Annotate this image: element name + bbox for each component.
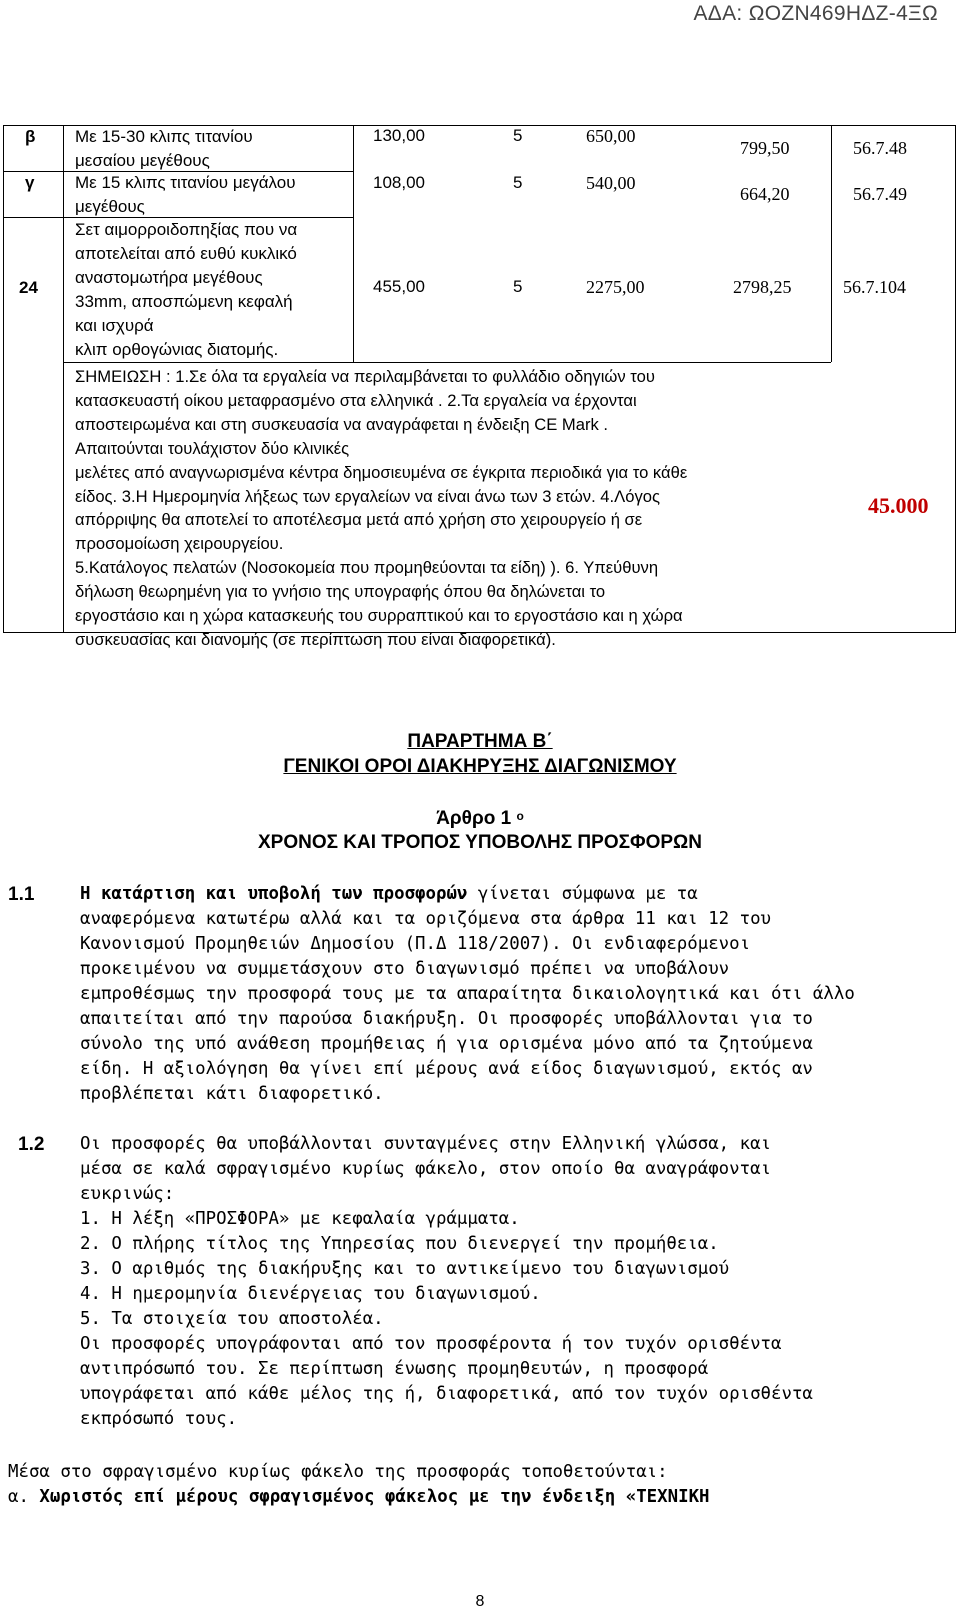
section-line: προβλέπεται κάτι διαφορετικό. — [80, 1084, 384, 1104]
section-line: 2. Ο πλήρης τίτλος της Υπηρεσίας που διενεργεί την προμήθεια. — [80, 1234, 719, 1254]
article-label: Άρθρο 1 — [436, 808, 512, 829]
note-line: συσκευασίας και διανομής (σε περίπτωση που είναι διαφορετικά). — [75, 629, 556, 649]
total: 540,00 — [586, 173, 636, 193]
envelope-item: Χωριστός επί μέρους σφραγισμένος φάκελος με την ένδειξη «ΤΕΧΝΙΚΗ — [39, 1487, 710, 1507]
row-desc-line: Με 15-30 κλιπς τιτανίου — [75, 127, 253, 146]
ref-code: 56.7.48 — [853, 138, 907, 158]
section-line: 5. Τα στοιχεία του αποστολέα. — [80, 1309, 384, 1329]
table-note — [75, 365, 845, 652]
section-line: εμπροθέσμως την προσφορά τους με τα απαραίτητα δικαιολογητικά και ότι άλλο — [80, 984, 855, 1004]
note-line: Απαιτούνται τουλάχιστον δύο κλινικές — [75, 438, 350, 458]
note-line: αποστειρωμένα και στη συσκευασία να αναγράφεται η ένδειξη CE Mark . — [75, 414, 609, 434]
section-number: 1.1 — [8, 884, 35, 905]
note-line: είδος. 3.Η Ημερομηνία λήξεως των εργαλείων να είναι άνω των 3 ετών. 4.Λόγος — [75, 486, 660, 506]
unit-price: 455,00 — [373, 277, 425, 296]
products-table — [3, 125, 955, 653]
section-line: Οι προσφορές υπογράφονται από τον προσφέροντα ή τον τυχόν ορισθέντα — [80, 1334, 782, 1354]
note-line: ΣΗΜΕΙΩΣΗ : 1.Σε όλα τα εργαλεία να περιλαμβάνεται το φυλλάδιο οδηγιών του — [75, 367, 655, 386]
annex-subtitle: ΓΕΝΙΚΟΙ ΟΡΟΙ ΔΙΑΚΗΡΥΞΗΣ ΔΙΑΓΩΝΙΣΜΟΥ — [283, 756, 677, 777]
total-with-vat: 664,20 — [740, 184, 790, 204]
section-line: αντιπρόσωπό του. Σε περίπτωση ένωσης προμηθευτών, η προσφορά — [80, 1359, 709, 1379]
row-desc-line: 33mm, αποσπώμενη κεφαλή — [75, 292, 293, 311]
envelope-section — [8, 1460, 710, 1510]
row-code: β — [25, 127, 36, 146]
section-line: 1. Η λέξη «ΠΡΟΣΦΟΡΑ» με κεφαλαία γράμματα. — [80, 1209, 520, 1229]
note-line: μελέτες από αναγνωρισμένα κέντρα δημοσιευμένα σε έγκριτα περιοδικά για το κάθε — [75, 462, 688, 482]
section-1-2 — [80, 1132, 813, 1432]
row-desc-line: Σετ αιμορροιδοπηξίας που να — [75, 220, 298, 239]
section-line: υπογράφεται από κάθε μέλος της ή, διαφορετικά, από τον τυχόν ορισθέντα — [80, 1384, 813, 1404]
section-line: μέσα σε καλά σφραγισμένο κυρίως φάκελο, στον οποίο θα αναγράφονται — [80, 1159, 772, 1179]
note-line: κατασκευαστή οίκου μεταφρασμένο στα ελληνικά . 2.Τα εργαλεία να έρχονται — [75, 390, 637, 410]
row-desc-line: μεγέθους — [75, 197, 145, 216]
section-line: 4. Η ημερομηνία διενέργειας του διαγωνισμού. — [80, 1284, 541, 1304]
budget-amount: 45.000 — [868, 493, 929, 518]
row-desc-line: αναστομωτήρα μεγέθους — [75, 268, 263, 287]
article-sup: ο — [516, 809, 524, 823]
quantity: 5 — [513, 126, 523, 145]
row-desc-line: αποτελείται από ευθύ κυκλικό — [75, 244, 297, 263]
note-line: δήλωση θεωρημένη για το γνήσιο της υπογραφής όπου θα δηλώνεται το — [75, 582, 606, 602]
row-desc-line: Με 15 κλιπς τιτανίου μεγάλου — [75, 173, 296, 192]
section-text: γίνεται σύμφωνα με τα — [467, 884, 698, 904]
section-line: προκειμένου να συμμετάσχουν στο διαγωνισμό πρέπει να υποβάλουν — [80, 959, 730, 979]
section-line: ευκρινώς: — [80, 1184, 175, 1204]
note-line: απόρριψης θα αποτελεί το αποτέλεσμα μετά από χρήση στο χειρουργείο ή σε — [75, 510, 643, 530]
annex-title: ΠΑΡΑΡΤΗΜΑ Β΄ — [407, 731, 553, 752]
note-line: εργοστάσιο και η χώρα κατασκευής του συρραπτικού και το εργοστάσιο και η χώρα — [75, 606, 683, 626]
quantity: 5 — [513, 277, 523, 296]
section-line: σύνολο της υπό ανάθεση προμήθειας ή για ορισμένα μόνο από τα ζητούμενα — [80, 1034, 813, 1054]
section-line: είδη. Η αξιολόγηση θα γίνει επί μέρους ανά είδος διαγωνισμού, εκτός αν — [80, 1059, 813, 1079]
note-line: προσομοίωση χειρουργείου. — [75, 534, 284, 554]
note-line: 5.Κατάλογος πελατών (Νοσοκομεία που προμηθεύονται τα είδη) ). 6. Υπεύθυνη — [75, 558, 659, 578]
row-code: γ — [25, 173, 35, 192]
article-title: ΧΡΟΝΟΣ ΚΑΙ ΤΡΟΠΟΣ ΥΠΟΒΟΛΗΣ ΠΡΟΣΦΟΡΩΝ — [257, 832, 702, 853]
section-line: Οι προσφορές θα υποβάλλονται συνταγμένες στην Ελληνική γλώσσα, και — [80, 1134, 772, 1154]
section-line: Κανονισμού Προμηθειών Δημοσίου (Π.Δ 118/2007). Οι ενδιαφερόμενοι — [80, 934, 751, 954]
page-number: 8 — [475, 1593, 485, 1610]
row-desc-line: κλιπ ορθογώνιας διατομής. — [75, 340, 279, 359]
unit-price: 108,00 — [373, 173, 425, 192]
section-line: 3. Ο αριθμός της διακήρυξης και το αντικείμενο του διαγωνισμού — [80, 1259, 730, 1279]
ada-code: ΑΔΑ: ΩΟΖΝ469ΗΔΖ-4ΞΩ — [693, 2, 938, 25]
total-with-vat: 2798,25 — [733, 277, 792, 297]
section-line: εκπρόσωπό τους. — [80, 1409, 238, 1429]
total: 2275,00 — [586, 277, 645, 297]
section-1-1 — [80, 882, 855, 1107]
row-code: 24 — [19, 278, 38, 297]
section-lead: Η κατάρτιση και υποβολή των προσφορών — [80, 884, 468, 904]
ref-code: 56.7.104 — [843, 277, 906, 297]
section-number: 1.2 — [18, 1134, 45, 1155]
total-with-vat: 799,50 — [740, 138, 790, 158]
section-line: απαιτείται από την παρούσα διακήρυξη. Οι προσφορές υποβάλλονται για το — [80, 1009, 813, 1029]
section-line: αναφερόμενα κατωτέρω αλλά και τα οριζόμενα στα άρθρα 11 και 12 του — [80, 909, 772, 929]
envelope-intro: Μέσα στο σφραγισμένο κυρίως φάκελο της προσφοράς τοποθετούνται: — [8, 1462, 668, 1482]
quantity: 5 — [513, 173, 523, 192]
row-desc-line: και ισχυρά — [75, 316, 154, 335]
total: 650,00 — [586, 126, 636, 146]
row-desc-line: μεσαίου μεγέθους — [75, 151, 210, 170]
envelope-item-prefix: α. — [8, 1487, 40, 1507]
article-heading — [0, 807, 960, 831]
ref-code: 56.7.49 — [853, 184, 907, 204]
unit-price: 130,00 — [373, 126, 425, 145]
